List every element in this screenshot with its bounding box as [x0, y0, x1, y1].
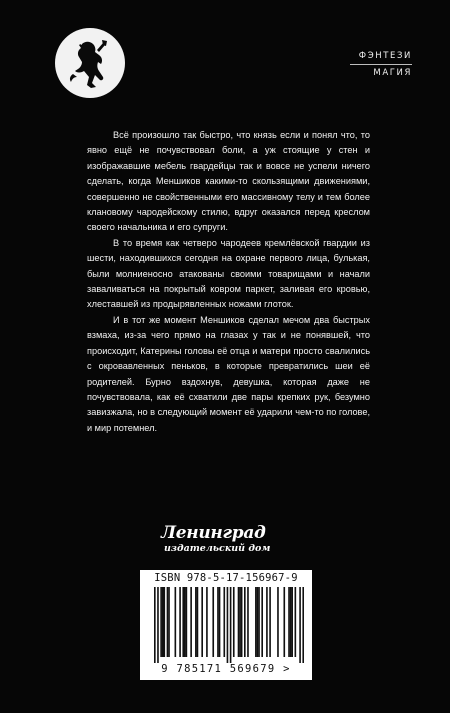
- barcode-bar: [257, 587, 259, 657]
- barcode-bar: [283, 587, 285, 657]
- barcode-bar: [219, 587, 221, 657]
- barcode-bar: [295, 587, 297, 657]
- publisher-logo: [161, 524, 277, 562]
- barcode-bar: [175, 587, 177, 657]
- barcode-bar: [190, 587, 192, 657]
- barcode-bar: [212, 587, 214, 657]
- barcode-bar: [230, 587, 232, 663]
- series-label: [350, 49, 412, 80]
- publisher-name: Ленинград: [161, 523, 266, 543]
- isbn-text: ISBN 978-5-17-156967-9: [154, 572, 298, 584]
- barcode-bar: [261, 587, 263, 657]
- barcode-bar: [239, 587, 241, 657]
- blurb-paragraph-3: И в тот же момент Меншиков сделал мечом два быстрых взмаха, из-за чего прямо на глазах у так и не понявшей, что происходит, Катерины головы её отца и матери просто свалились с окровавленных пеньков, в которые превратились шеи её родителей. Бурно вздохнув, девушка, которая даже не почувствовала, как её схватили две пары крепких рук, безумно завизжала, но в следующий момент её ударили чем-то по голове, и мир потемнел.: [87, 314, 370, 433]
- blurb-paragraph-2: В то время как четверо чародеев кремлёвской гвардии из шести, находившихся сегодня на охране первого лица, булькая, были молниеносно атакованы своими товарищами и начали заваливаться на покрытый ковром паркет, заливая его кровью, хлеставшей из продырявленных ножами глоток.: [87, 237, 370, 310]
- barcode-bar: [255, 587, 257, 657]
- barcode-bar: [277, 587, 279, 657]
- barcode-bar: [223, 587, 225, 657]
- barcode-bar: [269, 587, 271, 657]
- barcode-bar: [241, 587, 243, 657]
- barcode-bar: [233, 587, 235, 657]
- barcode-bar: [195, 587, 197, 657]
- barcode-bar: [197, 587, 199, 657]
- barcode-bar: [291, 587, 293, 657]
- barcode-bar: [163, 587, 165, 657]
- barcode-bar: [299, 587, 301, 663]
- barcode-bar: [290, 587, 292, 657]
- lion-rampant-icon: [55, 28, 125, 98]
- barcode-bar: [179, 587, 181, 657]
- barcode-icon: [154, 587, 304, 663]
- blurb-paragraph-1: Всё произошло так быстро, что князь если и понял что, то явно ещё не почувствовал боли, а уж стоящие у стен и изображавшие мебель гвардейцы так и вовсе не успели ничего сделать, когда Меншиков какими-то скользящими движениями, совершенно не свойственными его массивному телу и тем более клановому чародейскому стилю, вдруг оказался перед креслом своего начальника и его супруги.: [87, 130, 370, 233]
- blurb-text: [87, 128, 370, 436]
- ean-digits: 9 785171 569679 >: [161, 663, 291, 675]
- barcode-bar: [160, 587, 162, 657]
- barcode-bar: [184, 587, 186, 657]
- barcode-bar: [258, 587, 260, 657]
- barcode-bar: [168, 587, 170, 657]
- publisher-subtitle: издательский дом: [164, 543, 271, 554]
- barcode-bar: [154, 587, 156, 663]
- barcode-bar: [162, 587, 164, 657]
- series-genre: ФЭНТЕЗИ: [358, 51, 412, 61]
- barcode-bar: [217, 587, 219, 657]
- barcode-bar: [157, 587, 159, 663]
- barcode-panel: [140, 570, 312, 680]
- barcode-bar: [266, 587, 268, 657]
- series-subgenre: МАГИЯ: [373, 68, 412, 78]
- series-divider: [350, 64, 412, 65]
- barcode-bar: [302, 587, 304, 663]
- barcode-bar: [238, 587, 240, 657]
- barcode-bar: [206, 587, 208, 657]
- barcode-bar: [182, 587, 184, 657]
- barcode-bar: [186, 587, 188, 657]
- barcode-bar: [244, 587, 246, 657]
- barcode-bar: [288, 587, 290, 657]
- barcode-bar: [167, 587, 169, 657]
- barcode-bar: [247, 587, 249, 657]
- barcode-bar: [227, 587, 229, 663]
- barcode-bar: [201, 587, 203, 657]
- lion-emblem-icon: [55, 28, 125, 98]
